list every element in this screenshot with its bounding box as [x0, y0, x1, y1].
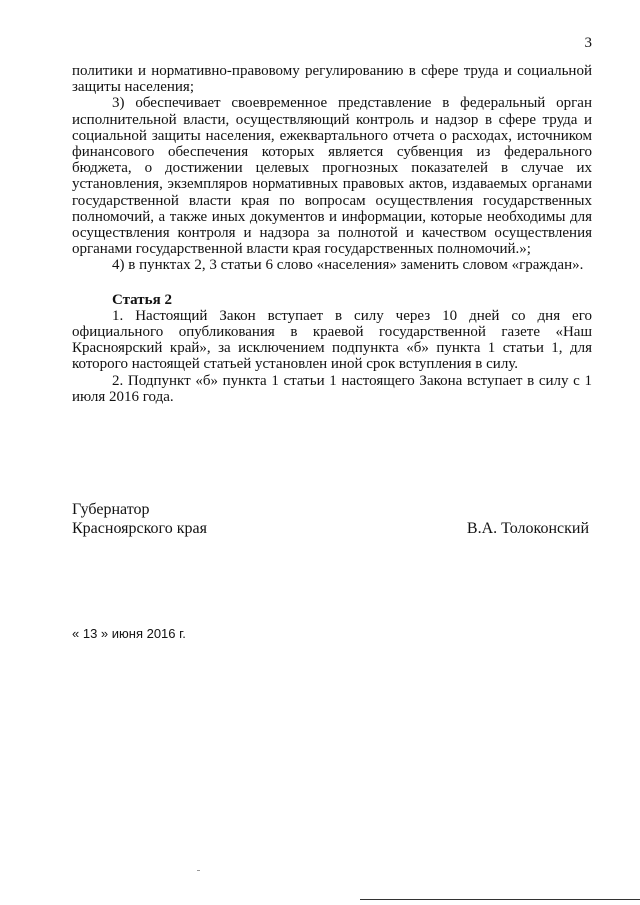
signing-date: « 13 » июня 2016 г.: [72, 626, 186, 641]
document-body: [72, 63, 592, 405]
paragraph-article2-point1: 1. Настоящий Закон вступает в силу через 10 дней со дня его официального опубликования в краевой государственной газете «Наш Красноярский край», за исключением подпункта «б» пункта 1 статьи 1, для которого настоящей статьей установлен иной срок вступления в силу.: [72, 307, 592, 373]
paragraph-continuation: политики и нормативно-правовому регулированию в сфере труда и социальной защиты населения;: [72, 63, 592, 96]
page-number: 3: [584, 35, 592, 51]
signatory-title-line1: Губернатор: [72, 501, 150, 518]
scan-speck: [197, 870, 200, 871]
paragraph-article2-point2: 2. Подпункт «б» пункта 1 статьи 1 настоящего Закона вступает в силу с 1 июля 2016 года.: [72, 372, 592, 405]
signatory-title-line2: Красноярского края: [72, 520, 207, 537]
paragraph-item-3: 3) обеспечивает своевременное представление в федеральный орган исполнительной власти, осуществляющий контроль и надзор в сфере труда и социальной защиты населения, ежеквартального отчета о расходах, источником финансового обеспечения которых является субвенция из федерального бюджета, о достижении целевых прогнозных показателей в случае их установления, экземпляров нормативных правовых актов, издаваемых органами государственной власти края по вопросам осуществления государственных полномочий, а также иных документов и информации, которые необходимы для осуществления контроля и надзора за полнотой и качеством осуществления органами государственной власти края государственных полномочий.»;: [72, 95, 592, 258]
signature-block: [72, 500, 592, 538]
bottom-rule: [360, 899, 640, 900]
paragraph-item-4: 4) в пунктах 2, 3 статьи 6 слово «населения» заменить словом «граждан».: [112, 257, 584, 274]
article-heading: Статья 2: [112, 291, 172, 308]
signatory-name: В.А. Толоконский: [466, 520, 589, 537]
